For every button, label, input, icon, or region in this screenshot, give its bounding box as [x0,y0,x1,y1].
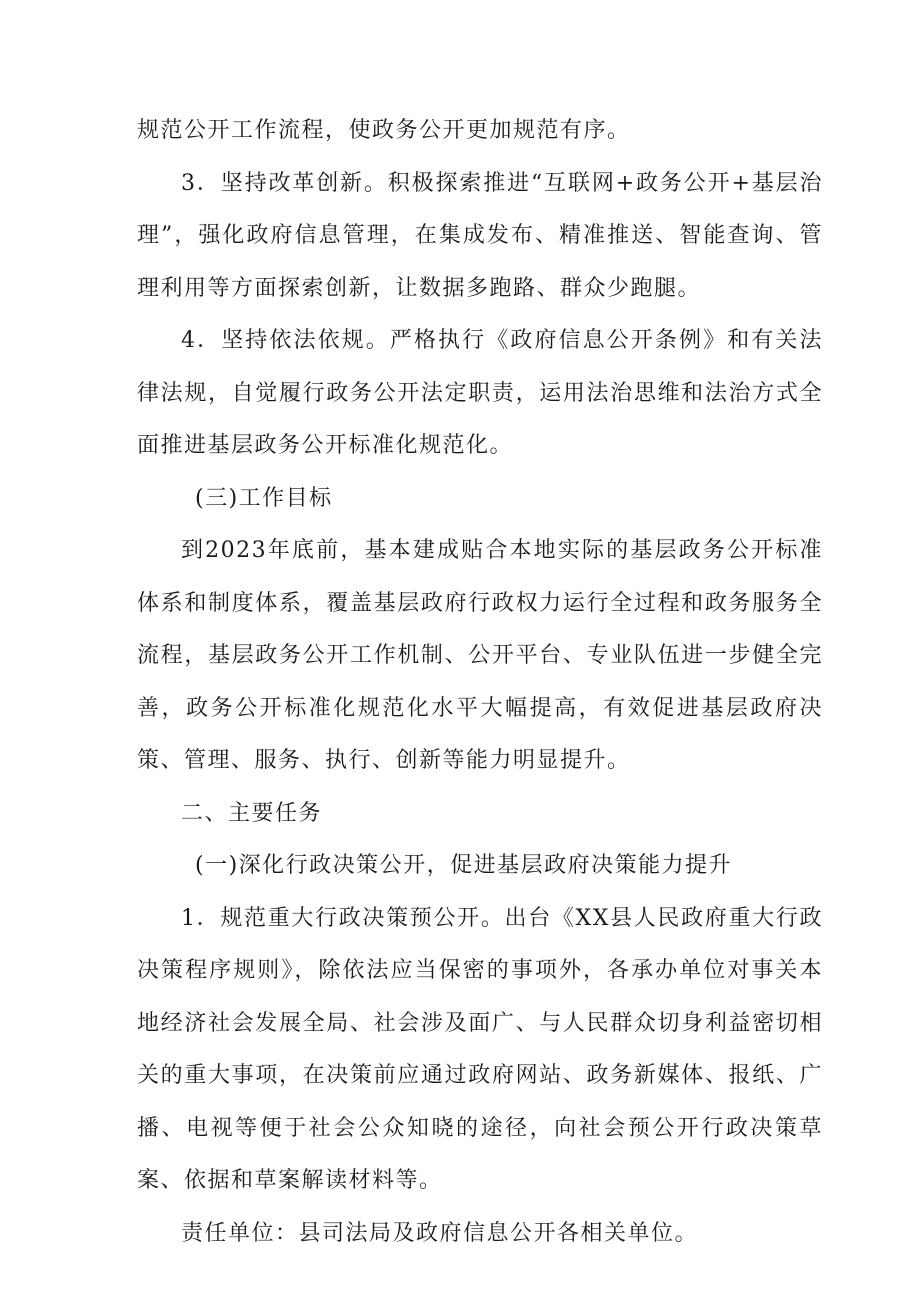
paragraph-continuation: 规范公开工作流程，使政务公开更加规范有序。 [137,118,631,143]
section-heading-work-goals: (三)工作目标 [195,485,333,511]
subsection-heading-decision-disclosure: (一)深化行政决策公开，促进基层政府决策能力提升 [195,853,733,878]
paragraph-responsible-units: 责任单位：县司法局及政府信息公开各相关单位。 [181,1220,699,1246]
paragraph-major-decision-predisclosure: 1．规范重大行政决策预公开。出台《XX县人民政府重大行政决策程序规则》，除依法应当保密的事项外，各承办单位对事关本地经济社会发展全局、社会涉及面广、与人民群众切身利益密切相关的重大事项，在决策前应通过政府网站、政务新媒体、报纸、广播、电视等便于社会公众知晓的途径，向社会预公开行政决策草案、依据和草案解读材料等。 [137,905,823,1193]
paragraph-reform-innovation: 3．坚持改革创新。积极探索推进“互联网+政务公开+基层治理”，强化政府信息管理，在集成发布、精准推送、智能查询、管理利用等方面探索创新，让数据多跑路、群众少跑腿。 [137,170,823,301]
document-body [137,105,823,1260]
section-heading-main-tasks: 二、主要任务 [181,800,323,826]
paragraph-work-goals: 到2023年底前，基本建成贴合本地实际的基层政务公开标准体系和制度体系，覆盖基层政府行政权力运行全过程和政务服务全流程，基层政务公开工作机制、公开平台、专业队伍进一步健全完善，政务公开标准化规范化水平大幅提高，有效促进基层政府决策、管理、服务、执行、创新等能力明显提升。 [137,538,823,773]
paragraph-lawful-compliance: 4．坚持依法依规。严格执行《政府信息公开条例》和有关法律法规，自觉履行政务公开法定职责，运用法治思维和法治方式全面推进基层政务公开标准化规范化。 [137,328,823,458]
